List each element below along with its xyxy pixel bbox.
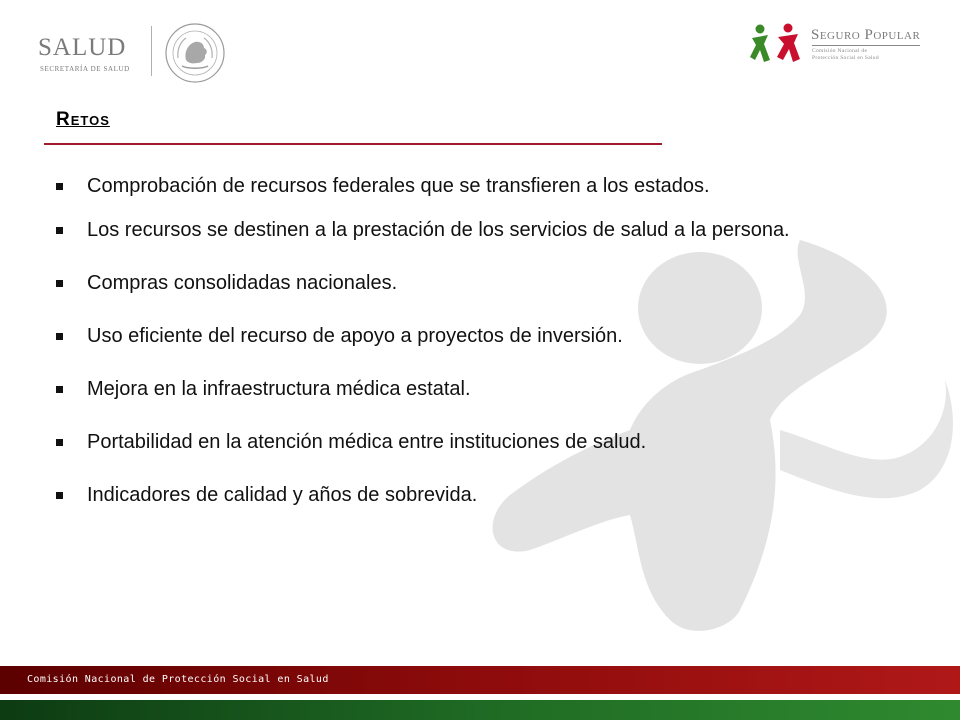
title-underline-rule [44, 143, 662, 145]
bullet-text: Indicadores de calidad y años de sobrevida. [87, 484, 478, 506]
square-bullet-icon [56, 280, 63, 287]
bullet-text: Los recursos se destinen a la prestación de los servicios de salud a la persona. [87, 219, 790, 241]
bullet-text: Compras consolidadas nacionales. [87, 272, 398, 294]
square-bullet-icon [56, 227, 63, 234]
list-item [56, 375, 902, 403]
list-item [56, 481, 902, 509]
salud-logo-text: SALUD [38, 34, 127, 61]
square-bullet-icon [56, 492, 63, 499]
bullet-text: Portabilidad en la atención médica entre instituciones de salud. [87, 431, 647, 453]
footer-bar [0, 666, 960, 694]
footer-text: Comisión Nacional de Protección Social en Salud [27, 674, 329, 685]
square-bullet-icon [56, 439, 63, 446]
bullet-text: Comprobación de recursos federales que se transfieren a los estados. [87, 175, 710, 197]
square-bullet-icon [56, 386, 63, 393]
list-item [56, 269, 902, 297]
list-item [56, 428, 902, 456]
salud-logo-subtitle: SECRETARÍA DE SALUD [40, 65, 130, 73]
slide-title: Retos [56, 109, 110, 130]
bullet-list [56, 172, 902, 509]
footer-stripe [0, 700, 960, 720]
seguro-popular-rule [812, 45, 920, 46]
seguro-popular-figures-icon [748, 22, 806, 66]
seguro-popular-subtitle-2: Protección Social en Salud [812, 55, 879, 61]
list-item [56, 322, 902, 350]
square-bullet-icon [56, 183, 63, 190]
bullet-text: Mejora en la infraestructura médica estatal. [87, 378, 471, 400]
header-divider [151, 26, 152, 76]
list-item [56, 172, 902, 200]
mexican-national-seal-icon [164, 22, 226, 84]
seguro-popular-subtitle-1: Comisión Nacional de [812, 48, 868, 54]
bullet-text: Uso eficiente del recurso de apoyo a proyectos de inversión. [87, 325, 623, 347]
square-bullet-icon [56, 333, 63, 340]
seguro-popular-title: Seguro Popular [811, 27, 921, 43]
salud-logo [38, 34, 143, 76]
list-item [56, 216, 902, 244]
